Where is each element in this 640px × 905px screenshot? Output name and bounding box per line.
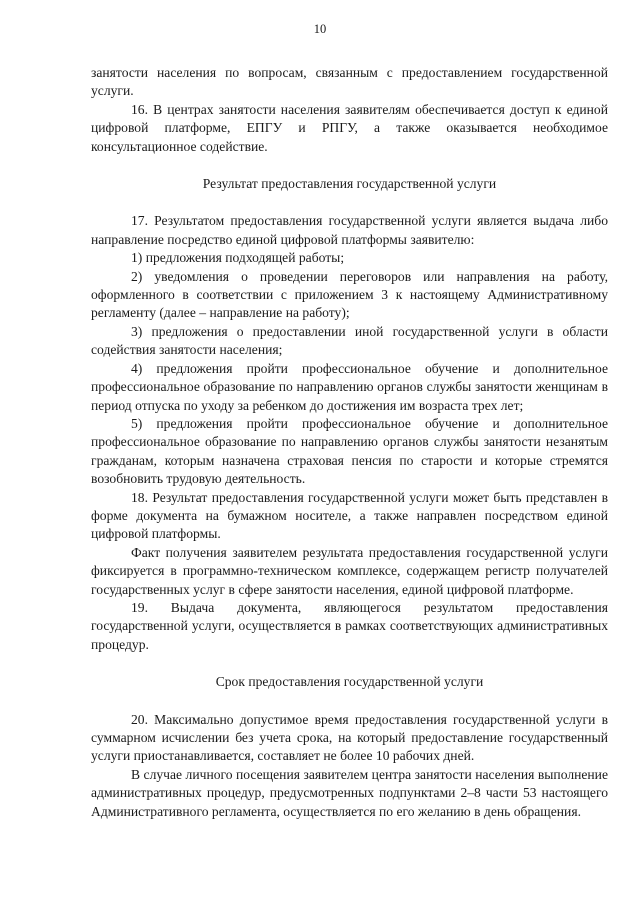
list-item-17-3: 3) предложения о предоставлении иной государственной услуги в области содействия занятости населения; (91, 323, 608, 358)
list-item-17-4: 4) предложения пройти профессиональное обучение и дополнительное профессиональное образование по направлению органов службы занятости женщинам в период отпуска по уходу за ребенком до достижения им возраста трех лет; (91, 360, 608, 413)
paragraph-20-personal-visit: В случае личного посещения заявителем центра занятости населения выполнение административных процедур, предусмотренных подпунктами 2–8 части 53 настоящего Административного регламента, осуществляется по его желанию в день обращения. (91, 766, 608, 819)
paragraph-continuation: занятости населения по вопросам, связанным с предоставлением государственной услуги. (91, 65, 608, 99)
paragraph-18: 18. Результат предоставления государственной услуги может быть представлен в форме документа на бумажном носителе, а также направлен посредством единой цифровой платформы. (91, 489, 608, 542)
paragraph-19: 19. Выдача документа, являющегося результатом предоставления государственной услуги, осуществляется в рамках соответствующих административных процедур. (91, 599, 608, 652)
paragraph-16: 16. В центрах занятости населения заявителям обеспечивается доступ к единой цифровой платформе, ЕПГУ и РПГУ, а также оказывается необходимое консультационное содействие. (91, 101, 608, 154)
page-number: 10 (313, 22, 327, 36)
list-item-17-1: 1) предложения подходящей работы; (131, 250, 345, 266)
paragraph-17: 17. Результатом предоставления государственной услуги является выдача либо направление посредство единой цифровой платформы заявителю: (91, 213, 608, 247)
list-item-17-2: 2) уведомления о проведении переговоров или направления на работу, оформленного в соответствии с приложением 3 к настоящему Административному регламенту (далее – направление на работу); (91, 268, 608, 321)
paragraph-18-fact: Факт получения заявителем результата предоставления государственной услуги фиксируется в программно-техническом комплексе, содержащем регистр получателей государственных услуг в сфере занятости населения, единой цифровой платформе. (91, 544, 608, 597)
section-heading-result: Результат предоставления государственной услуги (202, 176, 497, 192)
section-heading-term: Срок предоставления государственной услуги (215, 674, 484, 690)
list-item-17-5: 5) предложения пройти профессиональное обучение и дополнительное профессиональное образование по направлению органов службы занятости незанятым гражданам, которым назначена страховая пенсия по старости и которые стремятся возобновить трудовую деятельность. (91, 415, 608, 487)
document-body (91, 64, 608, 821)
paragraph-20: 20. Максимально допустимое время предоставления государственной услуги в суммарном исчислении без учета срока, на который предоставление государственный услуги приостанавливается, составляет не более 10 рабочих дней. (91, 711, 608, 764)
